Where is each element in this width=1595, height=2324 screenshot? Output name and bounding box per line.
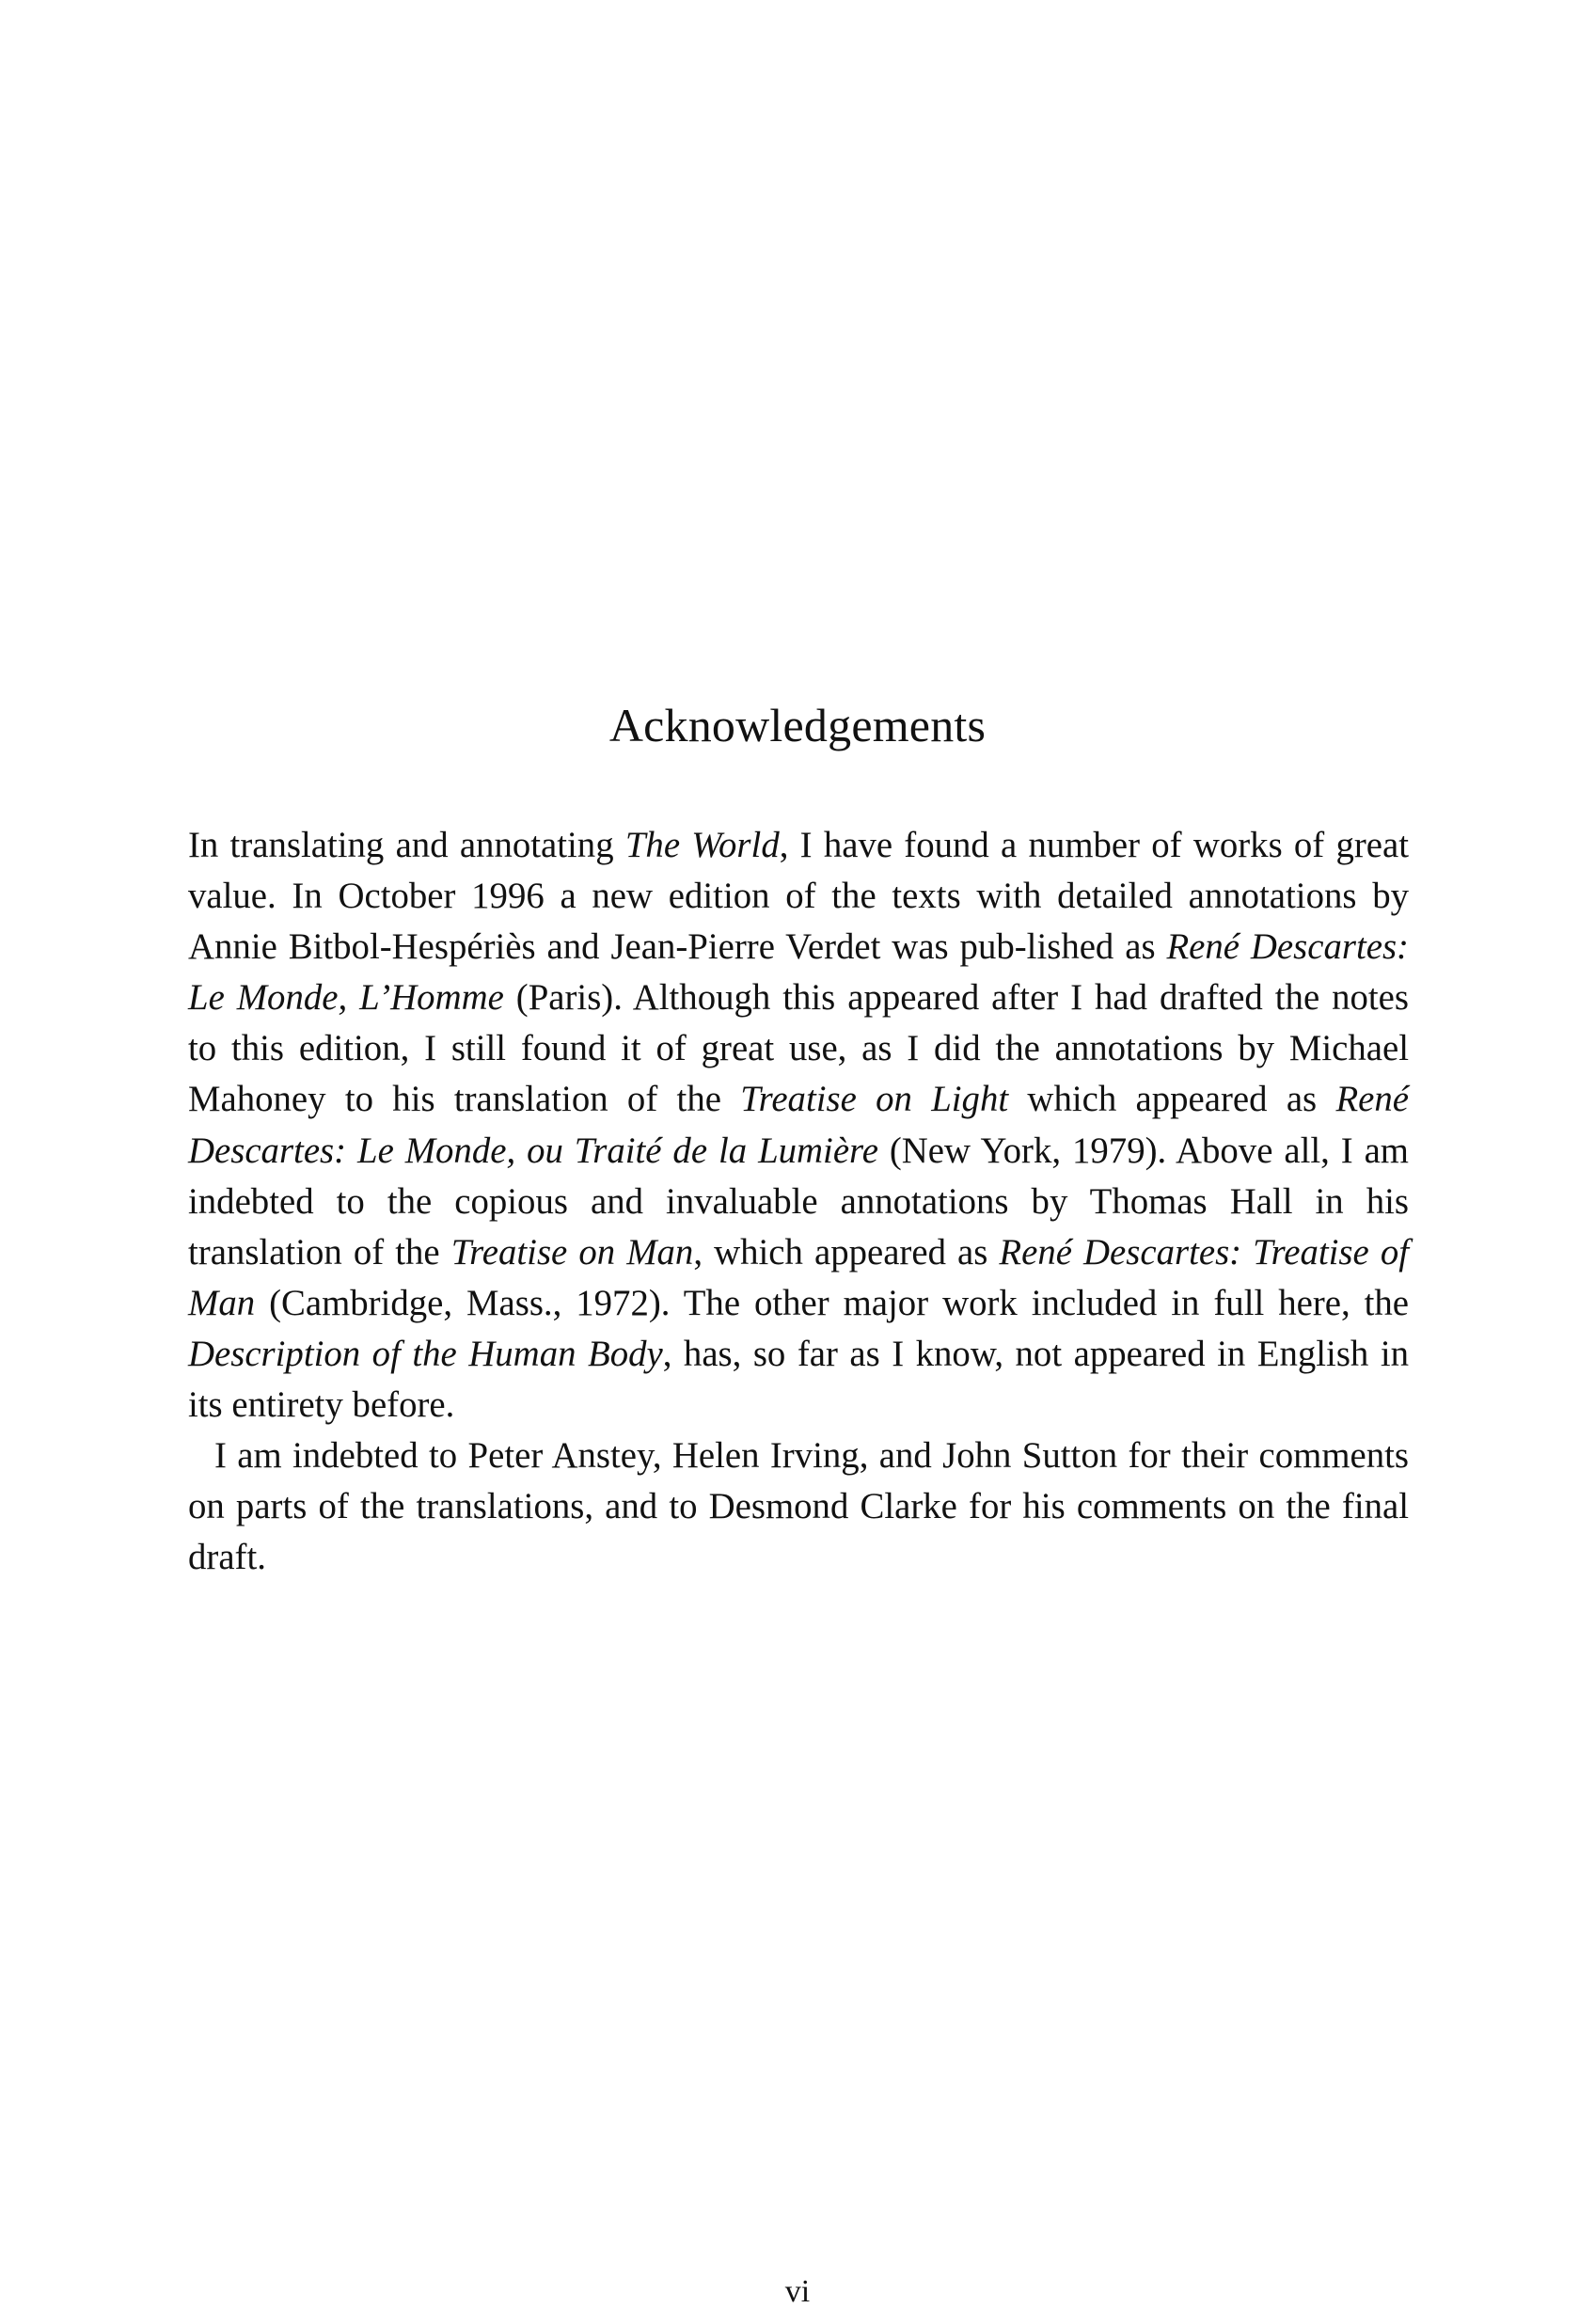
text-run: , I have found a number of works of great value. In October 1996 a new edition of the texts with detailed annotations by Annie Bitbol-Hespériès and Jean-Pierre Verdet was pub-lished as (188, 825, 1410, 968)
book-title: Treatise on Light (740, 1079, 1009, 1120)
text-run: In translating and annotating (188, 825, 625, 865)
text-run: (Paris). Although this appeared after I had drafted the notes to this edition, I still found it of great use, as I did the annotations by Michael Mahoney to his translation of the (188, 977, 1409, 1120)
acknowledgements-body (188, 820, 1409, 1583)
book-title: René Descartes: Le Monde, ou Traité de la Lumière (188, 1079, 1409, 1171)
book-title: Treatise on Man (450, 1231, 694, 1273)
text-run: which appeared as (1008, 1079, 1336, 1120)
book-title: The World (624, 825, 780, 865)
text-run: I am indebted to Peter Anstey, Helen Irving, and John Sutton for their comments on parts of the translations, and to Desmond Clarke for his comments on the final draft. (188, 1435, 1409, 1578)
paragraph (188, 1431, 1409, 1583)
paragraph (188, 820, 1409, 1431)
book-title: René Descartes: Le Monde, L’Homme (188, 926, 1409, 1019)
book-title: Description of the Human Body (188, 1333, 663, 1374)
text-run: , which appeared as (693, 1231, 1000, 1273)
text-run: (New York, 1979). Above all, I am indebted to the copious and invaluable annotations by Thomas Hall in his translation of the (188, 1130, 1409, 1273)
text-run: (Cambridge, Mass., 1972). The other major work included in full here, the (255, 1282, 1409, 1323)
page-title: Acknowledgements (608, 699, 987, 751)
page-number: vi (784, 2274, 811, 2309)
text-run: , has, so far as I know, not appeared in English in its entirety before. (188, 1333, 1409, 1426)
book-title: René Descartes: Treatise of Man (188, 1231, 1409, 1323)
